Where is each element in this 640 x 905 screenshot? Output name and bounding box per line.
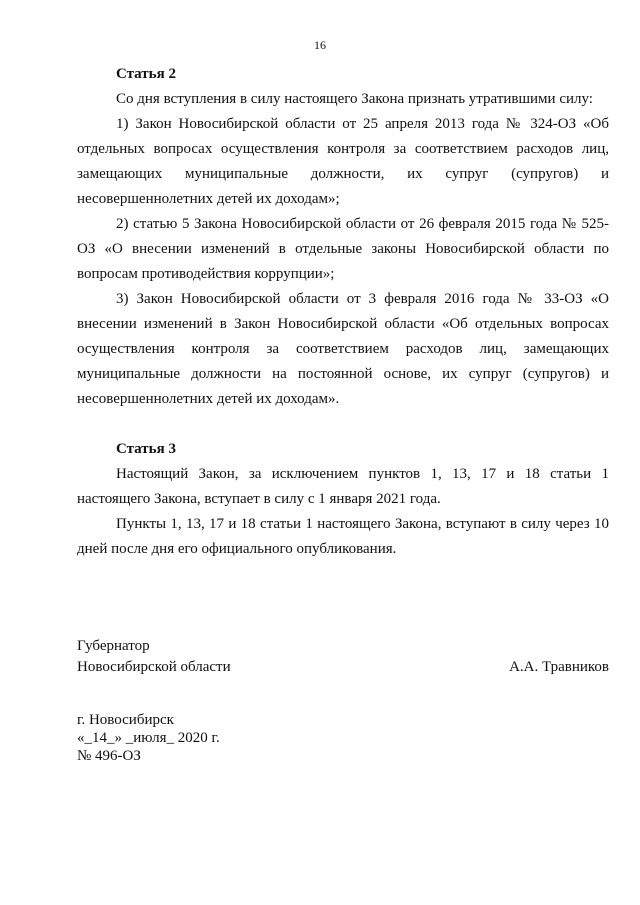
document-footer (77, 711, 477, 765)
footer-law-number: № 496-ОЗ (77, 748, 141, 764)
page-number: 16 (314, 38, 326, 52)
signature-block (77, 636, 609, 678)
article-2-item-1: 1) Закон Новосибирской области от 25 апреля 2013 года № 324-ОЗ «Об отдельных вопросах осуществления контроля за соответствием расходов лиц, замещающих муниципальные должности, их супруг (супругов) и несовершеннолетних детей их доходам»; (77, 116, 609, 207)
signatory-row (77, 657, 609, 678)
article-2-item-2: 2) статью 5 Закона Новосибирской области от 26 февраля 2015 года № 525-ОЗ «О внесении изменений в отдельные законы Новосибирской области по вопросам противодействия коррупции»; (77, 216, 609, 282)
signatory-name: А.А. Травников (509, 659, 609, 675)
footer-date: «_14_» _июля_ 2020 г. (77, 730, 220, 746)
document-body (77, 62, 609, 562)
signatory-title-line-2: Новосибирской области (77, 659, 231, 675)
article-2-heading: Статья 2 (116, 66, 176, 82)
section-spacer (77, 412, 609, 437)
article-3-paragraph-2: Пункты 1, 13, 17 и 18 статьи 1 настоящего Закона, вступают в силу через 10 дней после дня его официального опубликования. (77, 516, 609, 557)
article-3-heading: Статья 3 (116, 441, 176, 457)
article-3-paragraph-1: Настоящий Закон, за исключением пунктов 1, 13, 17 и 18 статьи 1 настоящего Закона, вступает в силу с 1 января 2021 года. (77, 466, 609, 507)
article-2-paragraph: Со дня вступления в силу настоящего Закона признать утратившими силу: (116, 91, 593, 107)
signatory-title-line-1: Губернатор (77, 638, 150, 654)
article-2-item-3: 3) Закон Новосибирской области от 3 февраля 2016 года № 33-ОЗ «О внесении изменений в Закон Новосибирской области «Об отдельных вопросах осуществления контроля за соответствием расходов лиц, замещающих муниципальные должности на постоянной основе, их супруг (супругов) и несовершеннолетних детей их доходам». (77, 291, 609, 407)
footer-city: г. Новосибирск (77, 712, 174, 728)
